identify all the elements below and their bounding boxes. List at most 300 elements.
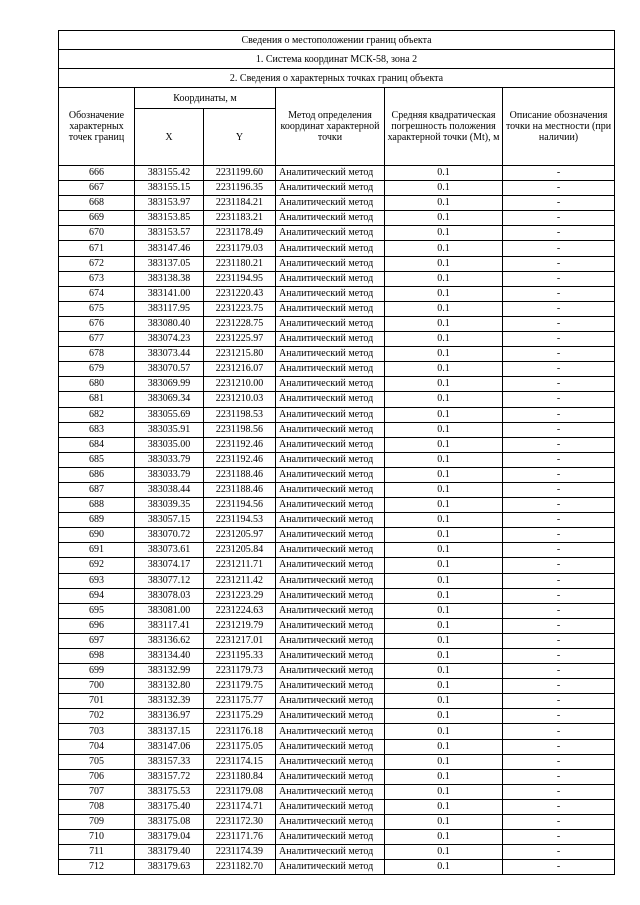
method-cell: Аналитический метод [276,528,385,543]
point-id-cell: 697 [59,633,135,648]
description-cell: - [503,588,615,603]
error-cell: 0.1 [385,618,503,633]
x-coordinate-cell: 383073.44 [135,347,204,362]
y-coordinate-cell: 2231184.21 [204,196,276,211]
table-row [59,196,615,211]
y-coordinate-cell: 2231223.29 [204,588,276,603]
y-coordinate-cell: 2231196.35 [204,181,276,196]
x-coordinate-cell: 383175.08 [135,815,204,830]
y-coordinate-cell: 2231175.29 [204,709,276,724]
point-id-cell: 676 [59,316,135,331]
table-row [59,377,615,392]
x-coordinate-cell: 383179.40 [135,845,204,860]
description-cell: - [503,739,615,754]
x-coordinate-cell: 383035.00 [135,437,204,452]
table-row [59,633,615,648]
method-cell: Аналитический метод [276,211,385,226]
x-header: X [135,109,204,166]
error-cell: 0.1 [385,588,503,603]
error-cell: 0.1 [385,845,503,860]
description-cell: - [503,241,615,256]
x-coordinate-cell: 383057.15 [135,513,204,528]
table-row [59,301,615,316]
y-coordinate-cell: 2231180.84 [204,769,276,784]
point-id-cell: 668 [59,196,135,211]
description-cell: - [503,815,615,830]
point-id-cell: 672 [59,256,135,271]
description-cell: - [503,799,615,814]
point-id-cell: 679 [59,362,135,377]
method-cell: Аналитический метод [276,679,385,694]
description-cell: - [503,769,615,784]
point-id-cell: 695 [59,603,135,618]
x-coordinate-cell: 383175.40 [135,799,204,814]
error-cell: 0.1 [385,437,503,452]
error-cell: 0.1 [385,528,503,543]
y-coordinate-cell: 2231178.49 [204,226,276,241]
method-cell: Аналитический метод [276,558,385,573]
description-cell: - [503,181,615,196]
description-cell: - [503,286,615,301]
boundary-points-table [58,30,615,875]
x-coordinate-cell: 383132.80 [135,679,204,694]
y-coordinate-cell: 2231228.75 [204,316,276,331]
method-cell: Аналитический метод [276,543,385,558]
error-cell: 0.1 [385,347,503,362]
x-coordinate-cell: 383153.85 [135,211,204,226]
x-coordinate-cell: 383033.79 [135,467,204,482]
description-cell: - [503,709,615,724]
y-coordinate-cell: 2231205.84 [204,543,276,558]
description-cell: - [503,603,615,618]
points-table-body [59,166,615,875]
table-row [59,226,615,241]
point-id-cell: 703 [59,724,135,739]
point-id-cell: 700 [59,679,135,694]
description-cell: - [503,694,615,709]
point-id-cell: 692 [59,558,135,573]
x-coordinate-cell: 383055.69 [135,407,204,422]
method-cell: Аналитический метод [276,316,385,331]
x-coordinate-cell: 383155.42 [135,166,204,181]
x-coordinate-cell: 383074.23 [135,332,204,347]
y-coordinate-cell: 2231174.71 [204,799,276,814]
error-cell: 0.1 [385,211,503,226]
method-cell: Аналитический метод [276,618,385,633]
table-row [59,256,615,271]
description-cell: - [503,301,615,316]
x-coordinate-cell: 383069.99 [135,377,204,392]
point-id-cell: 712 [59,860,135,875]
description-cell: - [503,860,615,875]
point-id-cell: 671 [59,241,135,256]
method-cell: Аналитический метод [276,739,385,754]
error-cell: 0.1 [385,422,503,437]
point-id-cell: 710 [59,830,135,845]
point-id-cell: 666 [59,166,135,181]
method-cell: Аналитический метод [276,513,385,528]
point-id-cell: 704 [59,739,135,754]
error-cell: 0.1 [385,226,503,241]
table-row [59,211,615,226]
method-cell: Аналитический метод [276,286,385,301]
error-cell: 0.1 [385,452,503,467]
y-coordinate-cell: 2231195.33 [204,649,276,664]
error-cell: 0.1 [385,271,503,286]
error-cell: 0.1 [385,799,503,814]
table-row [59,815,615,830]
y-coordinate-cell: 2231179.75 [204,679,276,694]
y-coordinate-cell: 2231179.08 [204,784,276,799]
method-cell: Аналитический метод [276,392,385,407]
y-coordinate-cell: 2231192.46 [204,437,276,452]
method-cell: Аналитический метод [276,799,385,814]
table-row [59,845,615,860]
table-row [59,467,615,482]
point-id-cell: 681 [59,392,135,407]
method-cell: Аналитический метод [276,769,385,784]
method-cell: Аналитический метод [276,241,385,256]
table-row [59,830,615,845]
description-cell: - [503,513,615,528]
point-id-cell: 694 [59,588,135,603]
table-row [59,860,615,875]
x-coordinate-cell: 383153.57 [135,226,204,241]
table-row [59,543,615,558]
error-cell: 0.1 [385,633,503,648]
point-id-cell: 708 [59,799,135,814]
error-cell: 0.1 [385,543,503,558]
error-cell: 0.1 [385,392,503,407]
x-coordinate-cell: 383070.72 [135,528,204,543]
y-coordinate-cell: 2231210.03 [204,392,276,407]
x-coordinate-cell: 383153.97 [135,196,204,211]
point-id-cell: 685 [59,452,135,467]
description-cell: - [503,618,615,633]
x-coordinate-cell: 383132.99 [135,664,204,679]
x-coordinate-cell: 383175.53 [135,784,204,799]
method-cell: Аналитический метод [276,754,385,769]
error-header: Средняя квадратическая погрешность положения характерной точки (Mt), м [385,88,503,166]
description-cell: - [503,467,615,482]
table-row [59,649,615,664]
table-row [59,498,615,513]
error-cell: 0.1 [385,316,503,331]
method-cell: Аналитический метод [276,498,385,513]
method-cell: Аналитический метод [276,347,385,362]
table-row [59,422,615,437]
point-id-cell: 669 [59,211,135,226]
description-cell: - [503,437,615,452]
point-id-cell: 706 [59,769,135,784]
table-row [59,784,615,799]
description-cell: - [503,558,615,573]
y-coordinate-cell: 2231176.18 [204,724,276,739]
description-cell: - [503,226,615,241]
description-cell: - [503,784,615,799]
x-coordinate-cell: 383078.03 [135,588,204,603]
method-cell: Аналитический метод [276,573,385,588]
point-id-cell: 702 [59,709,135,724]
y-header: Y [204,109,276,166]
table-row [59,739,615,754]
point-id-cell: 675 [59,301,135,316]
method-cell: Аналитический метод [276,709,385,724]
table-row [59,694,615,709]
description-cell: - [503,362,615,377]
error-cell: 0.1 [385,739,503,754]
y-coordinate-cell: 2231215.80 [204,347,276,362]
y-coordinate-cell: 2231183.21 [204,211,276,226]
method-cell: Аналитический метод [276,166,385,181]
description-cell: - [503,452,615,467]
error-cell: 0.1 [385,784,503,799]
error-cell: 0.1 [385,679,503,694]
table-row [59,769,615,784]
x-coordinate-cell: 383039.35 [135,498,204,513]
point-id-cell: 686 [59,467,135,482]
table-row [59,588,615,603]
table-row [59,513,615,528]
y-coordinate-cell: 2231174.15 [204,754,276,769]
error-cell: 0.1 [385,467,503,482]
table-row [59,573,615,588]
description-cell: - [503,332,615,347]
point-id-cell: 709 [59,815,135,830]
y-coordinate-cell: 2231175.05 [204,739,276,754]
y-coordinate-cell: 2231174.39 [204,845,276,860]
x-coordinate-cell: 383117.95 [135,301,204,316]
description-cell: - [503,482,615,497]
method-cell: Аналитический метод [276,256,385,271]
table-row [59,603,615,618]
x-coordinate-cell: 383035.91 [135,422,204,437]
table-row [59,181,615,196]
error-cell: 0.1 [385,498,503,513]
x-coordinate-cell: 383137.05 [135,256,204,271]
method-cell: Аналитический метод [276,784,385,799]
document-title: Сведения о местоположении границ объекта [59,31,615,50]
description-cell: - [503,498,615,513]
table-row [59,724,615,739]
method-cell: Аналитический метод [276,694,385,709]
x-coordinate-cell: 383077.12 [135,573,204,588]
description-cell: - [503,377,615,392]
description-cell: - [503,724,615,739]
y-coordinate-cell: 2231225.97 [204,332,276,347]
description-cell: - [503,830,615,845]
point-id-cell: 682 [59,407,135,422]
description-cell: - [503,316,615,331]
error-cell: 0.1 [385,286,503,301]
method-cell: Аналитический метод [276,815,385,830]
error-cell: 0.1 [385,558,503,573]
point-id-cell: 674 [59,286,135,301]
table-row [59,679,615,694]
table-row [59,347,615,362]
method-cell: Аналитический метод [276,467,385,482]
method-header: Метод определения координат характерной точки [276,88,385,166]
error-cell: 0.1 [385,166,503,181]
error-cell: 0.1 [385,815,503,830]
table-row [59,286,615,301]
error-cell: 0.1 [385,664,503,679]
y-coordinate-cell: 2231224.63 [204,603,276,618]
description-header: Описание обозначения точки на местности (при наличии) [503,88,615,166]
y-coordinate-cell: 2231182.70 [204,860,276,875]
table-row [59,528,615,543]
method-cell: Аналитический метод [276,437,385,452]
x-coordinate-cell: 383136.62 [135,633,204,648]
coordinate-system-heading: 1. Система координат МСК-58, зона 2 [59,50,615,69]
error-cell: 0.1 [385,860,503,875]
error-cell: 0.1 [385,377,503,392]
point-id-cell: 677 [59,332,135,347]
y-coordinate-cell: 2231198.56 [204,422,276,437]
y-coordinate-cell: 2231172.30 [204,815,276,830]
method-cell: Аналитический метод [276,633,385,648]
method-cell: Аналитический метод [276,830,385,845]
point-id-cell: 687 [59,482,135,497]
x-coordinate-cell: 383155.15 [135,181,204,196]
x-coordinate-cell: 383080.40 [135,316,204,331]
table-row [59,332,615,347]
method-cell: Аналитический метод [276,407,385,422]
method-cell: Аналитический метод [276,664,385,679]
description-cell: - [503,573,615,588]
description-cell: - [503,407,615,422]
error-cell: 0.1 [385,407,503,422]
y-coordinate-cell: 2231223.75 [204,301,276,316]
table-row [59,709,615,724]
method-cell: Аналитический метод [276,181,385,196]
x-coordinate-cell: 383070.57 [135,362,204,377]
x-coordinate-cell: 383147.46 [135,241,204,256]
points-section-heading: 2. Сведения о характерных точках границ объекта [59,69,615,88]
point-id-cell: 670 [59,226,135,241]
error-cell: 0.1 [385,724,503,739]
point-id-cell: 688 [59,498,135,513]
description-cell: - [503,664,615,679]
point-id-cell: 689 [59,513,135,528]
x-coordinate-cell: 383138.38 [135,271,204,286]
y-coordinate-cell: 2231220.43 [204,286,276,301]
x-coordinate-cell: 383157.72 [135,769,204,784]
error-cell: 0.1 [385,573,503,588]
point-id-cell: 707 [59,784,135,799]
x-coordinate-cell: 383179.63 [135,860,204,875]
y-coordinate-cell: 2231188.46 [204,482,276,497]
method-cell: Аналитический метод [276,603,385,618]
y-coordinate-cell: 2231194.95 [204,271,276,286]
method-cell: Аналитический метод [276,724,385,739]
x-coordinate-cell: 383069.34 [135,392,204,407]
error-cell: 0.1 [385,241,503,256]
point-id-cell: 684 [59,437,135,452]
method-cell: Аналитический метод [276,196,385,211]
point-id-header: Обозначение характерных точек границ [59,88,135,166]
point-id-cell: 701 [59,694,135,709]
error-cell: 0.1 [385,332,503,347]
x-coordinate-cell: 383179.04 [135,830,204,845]
method-cell: Аналитический метод [276,422,385,437]
point-id-cell: 667 [59,181,135,196]
table-row [59,558,615,573]
point-id-cell: 678 [59,347,135,362]
error-cell: 0.1 [385,754,503,769]
point-id-cell: 696 [59,618,135,633]
x-coordinate-cell: 383132.39 [135,694,204,709]
y-coordinate-cell: 2231210.00 [204,377,276,392]
x-coordinate-cell: 383074.17 [135,558,204,573]
description-cell: - [503,211,615,226]
y-coordinate-cell: 2231217.01 [204,633,276,648]
error-cell: 0.1 [385,694,503,709]
y-coordinate-cell: 2231216.07 [204,362,276,377]
method-cell: Аналитический метод [276,332,385,347]
method-cell: Аналитический метод [276,452,385,467]
table-row [59,437,615,452]
x-coordinate-cell: 383136.97 [135,709,204,724]
x-coordinate-cell: 383134.40 [135,649,204,664]
x-coordinate-cell: 383033.79 [135,452,204,467]
table-row [59,316,615,331]
table-row [59,271,615,286]
error-cell: 0.1 [385,603,503,618]
error-cell: 0.1 [385,181,503,196]
description-cell: - [503,633,615,648]
y-coordinate-cell: 2231211.71 [204,558,276,573]
point-id-cell: 690 [59,528,135,543]
point-id-cell: 705 [59,754,135,769]
description-cell: - [503,528,615,543]
error-cell: 0.1 [385,196,503,211]
point-id-cell: 683 [59,422,135,437]
error-cell: 0.1 [385,301,503,316]
method-cell: Аналитический метод [276,482,385,497]
point-id-cell: 699 [59,664,135,679]
point-id-cell: 691 [59,543,135,558]
table-row [59,799,615,814]
x-coordinate-cell: 383073.61 [135,543,204,558]
error-cell: 0.1 [385,649,503,664]
method-cell: Аналитический метод [276,301,385,316]
table-row [59,407,615,422]
y-coordinate-cell: 2231194.56 [204,498,276,513]
table-row [59,241,615,256]
method-cell: Аналитический метод [276,271,385,286]
method-cell: Аналитический метод [276,649,385,664]
x-coordinate-cell: 383137.15 [135,724,204,739]
description-cell: - [503,347,615,362]
y-coordinate-cell: 2231192.46 [204,452,276,467]
description-cell: - [503,392,615,407]
method-cell: Аналитический метод [276,226,385,241]
table-row [59,362,615,377]
description-cell: - [503,845,615,860]
x-coordinate-cell: 383117.41 [135,618,204,633]
y-coordinate-cell: 2231219.79 [204,618,276,633]
table-row [59,618,615,633]
coordinates-header: Координаты, м [135,88,276,109]
error-cell: 0.1 [385,513,503,528]
method-cell: Аналитический метод [276,588,385,603]
description-cell: - [503,649,615,664]
description-cell: - [503,422,615,437]
y-coordinate-cell: 2231171.76 [204,830,276,845]
y-coordinate-cell: 2231179.03 [204,241,276,256]
description-cell: - [503,754,615,769]
